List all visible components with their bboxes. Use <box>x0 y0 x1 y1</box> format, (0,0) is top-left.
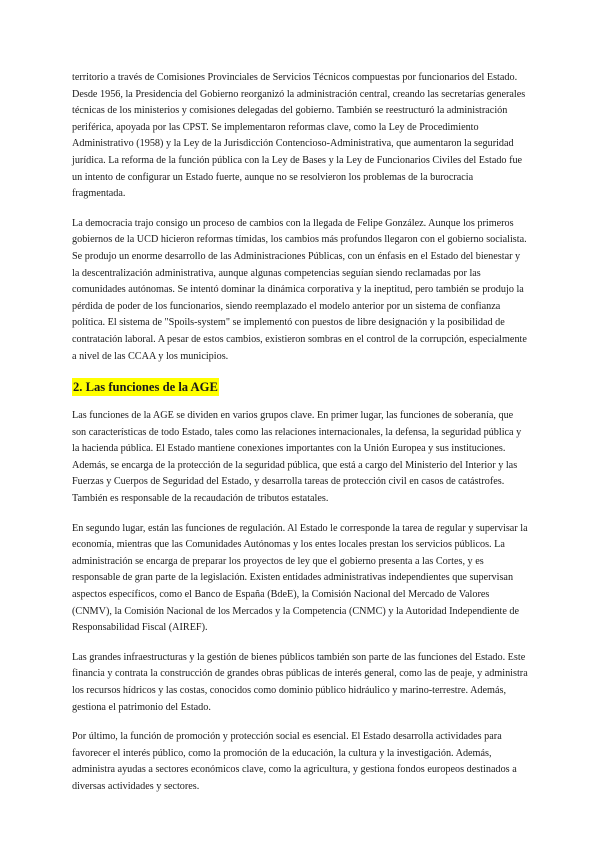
section-heading: 2. Las funciones de la AGE <box>73 380 218 395</box>
paragraph-administracion-franquista: territorio a través de Comisiones Provinciales de Servicios Técnicos compuestas por funcionarios del Estado. Desde 1956, la Presidencia del Gobierno reorganizó la administración central, creando las secretarías generales técnicas de los ministerios y comisiones delegadas del gobierno. También se reestructuró la administración periférica, apoyada por las CPST. Se implementaron reformas clave, como la Ley de Procedimiento Administrativo (1958) y la Ley de la Jurisdicción Contencioso-Administrativa, que aumentaron la seguridad jurídica. La reforma de la función pública con la Ley de Bases y la Ley de Funcionarios Civiles del Estado fue un intento de configurar un Estado fuerte, aunque no se resolvieron los problemas de la burocracia fragmentada. <box>72 72 526 200</box>
paragraph-funciones-regulacion: En segundo lugar, están las funciones de regulación. Al Estado le corresponde la tarea de regular y supervisar la economía, mientras que las Comunidades Autónomas y los entes locales prestan los servicios públicos. La administración se encarga de preparar los proyectos de ley que el gobierno presenta a las Cortes, y es responsable de gran parte de la legislación. Existen entidades administrativas independientes que supervisan aspectos específicos, como el Banco de España (BdeE), la Comisión Nacional del Mercado de Valores (CNMV), la Comisión Nacional de los Mercados y la Competencia (CNMC) y la Autoridad Independiente de Responsabilidad Fiscal (AIREF). <box>72 522 528 634</box>
document-page <box>72 70 528 809</box>
paragraph-democracia: La democracia trajo consigo un proceso de cambios con la llegada de Felipe González. Aunque los primeros gobiernos de la UCD hicieron reformas tímidas, los cambios más profundos llegaron con el gobierno socialista. Se produjo un enorme desarrollo de las Administraciones Públicas, con un énfasis en el Estado del bienestar y la descentralización administrativa, aunque algunas competencias seguían siendo reclamadas por las comunidades autónomas. Se intentó dominar la dinámica corporativa y la ineptitud, pero también se produjo la pérdida de poder de los funcionarios, siendo reemplazado el modelo anterior por un sistema de confianza política. El sistema de "Spoils-system" se implementó con puestos de libre designación y la posibilidad de contratación laboral. A pesar de estos cambios, existieron sombras en el control de la corrupción, especialmente a nivel de las CCAA y los municipios. <box>72 217 527 362</box>
paragraph-funciones-soberania: Las funciones de la AGE se dividen en varios grupos clave. En primer lugar, las funciones de soberanía, que son características de todo Estado, tales como las relaciones internacionales, la defensa, la seguridad pública y la hacienda pública. El Estado mantiene conexiones importantes con la Unión Europea y sus instituciones. Además, se encarga de la protección de la seguridad pública, que está a cargo del Ministerio del Interior y las Fuerzas y Cuerpos de Seguridad del Estado, y desarrolla tareas de protección civil en casos de catástrofes. También es responsable de la recaudación de tributos estatales. <box>72 410 522 505</box>
paragraph-infraestructuras: Las grandes infraestructuras y la gestión de bienes públicos también son parte de las funciones del Estado. Este financia y contrata la construcción de grandes obras públicas de interés general, como las de peaje, y administra los recursos hídricos y las costas, conocidos como dominio público hidráulico y marino-terrestre. Además, gestiona el patrimonio del Estado. <box>72 651 528 713</box>
paragraph-promocion-social: Por último, la función de promoción y protección social es esencial. El Estado desarrolla actividades para favorecer el interés público, como la promoción de la educación, la cultura y la investigación. Además, administra ayudas a sectores económicos clave, como la agricultura, y gestiona fondos europeos destinados a diversas actividades y sectores. <box>72 731 517 792</box>
section-heading-container <box>72 378 528 396</box>
